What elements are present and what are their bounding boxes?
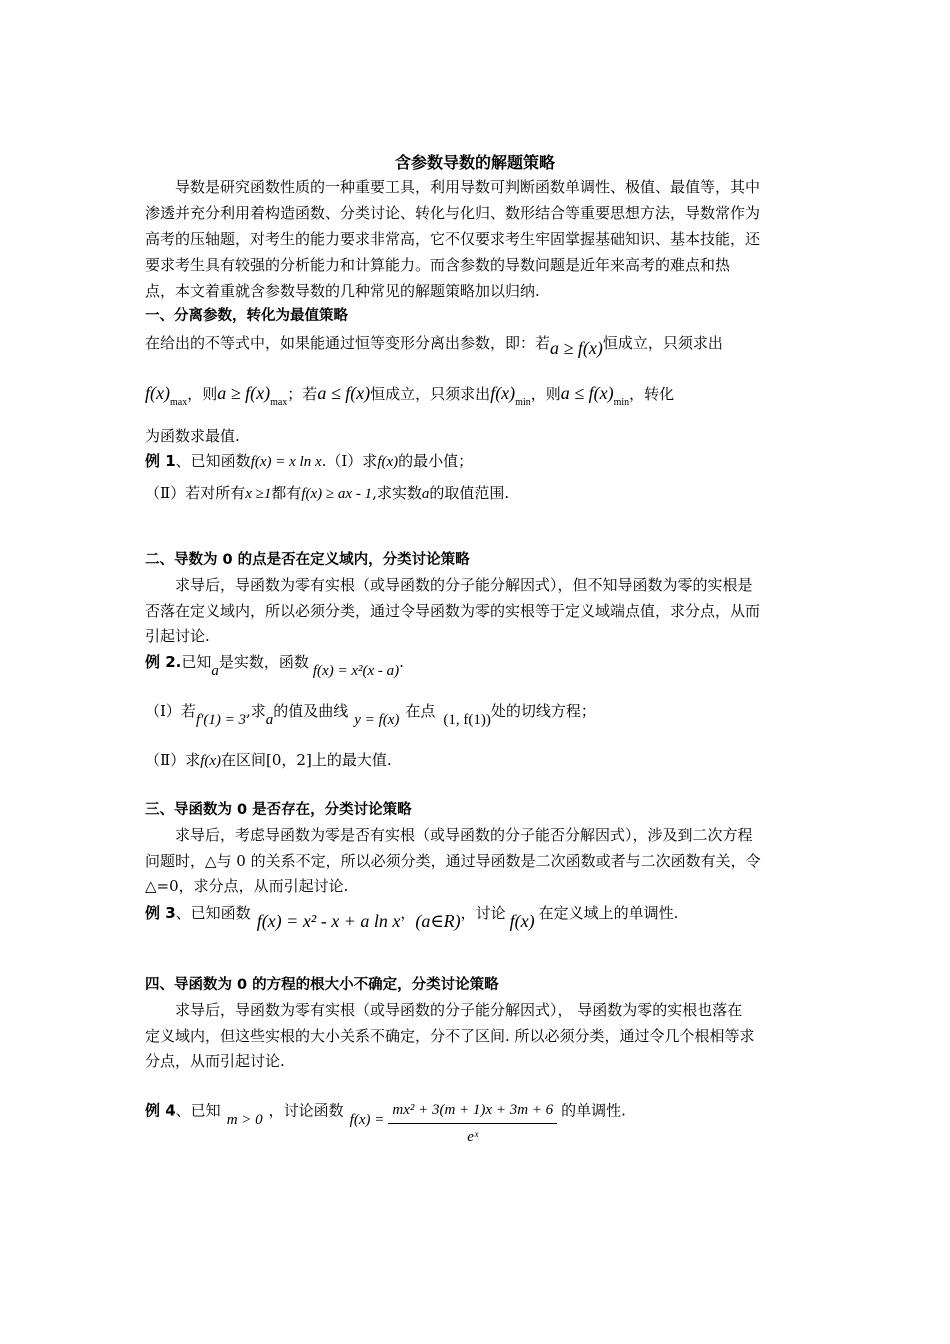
section-3-para-3: △=0，求分点，从而引起讨论. [145,877,349,895]
example-3-line-1: 例 3、已知函数 f(x) = x² - x + a ln x，(a∈R)，讨论 f(x) 在定义域上的单调性. [145,904,679,931]
document-title: 含参数导数的解题策略 [394,153,555,172]
section-3-para-2: 问题时，△与 0 的关系不定，所以必须分类，通过导函数是二次函数或者与二次函数有关，令 [145,852,761,870]
section-4-heading: 四、导函数为 0 的方程的根大小不确定，分类讨论策略 [145,977,499,993]
intro-line-4: 要求考生具有较强的分析能力和计算能力。而含参数的导数问题是近年来高考的难点和热 [145,256,731,274]
section-3-para-1: 求导后，考虑导函数为零是否有实根（或导函数的分子能否分解因式），涉及到二次方程 [175,826,753,844]
example-2-line-3: （Ⅱ）求f(x)在区间[0，2]上的最大值. [145,751,392,769]
example-label: 例 2. [145,653,182,671]
intro-line-3: 高考的压轴题，对考生的能力要求非常高，它不仅要求考生牢固掌握基础知识、基本技能，还 [145,230,761,248]
section-1-heading: 一、分离参数，转化为最值策略 [145,308,348,324]
intro-line-5: 点，本文着重就含参数导数的几种常见的解题策略加以归纳. [145,282,540,300]
section-1-para-3: 为函数求最值. [145,427,240,445]
section-2-para-2: 否落在定义域内，所以必须分类，通过令导函数为零的实根等于定义域端点值，求分点，从而 [145,602,761,620]
example-4-line-1: 例 4、已知 m > 0 ，讨论函数 f(x) = $\frac{\text{mx² + 3(m + 1)x + 3m + 6}}{\text{eˣ}}$ 的单调性. [145,1087,813,1136]
example-label: 例 1 [145,452,176,470]
example-label: 例 4 [145,1101,176,1120]
example-2-line-2: （Ⅰ）若f′(1) = 3,求a的值及曲线 y = f(x) 在点 (1, f(1))处的切线方程； [145,702,596,728]
section-1-para-2: $f(x)_{max}$，则$a \ge f(x)_{max}$；若a ≤ f(x)恒成立，只须求出$f(x)_{min}$，则$a \le f(x)_{min}$，转化 [145,383,675,408]
section-2-para-1: 求导后，导函数为零有实根（或导函数的分子能分解因式），但不知导函数为零的实根是 [175,576,753,594]
example-1-line-1: 例 1、已知函数f(x) = x ln x.（Ⅰ）求f(x)的最小值； [145,452,474,470]
section-2-para-3: 引起讨论. [145,627,210,645]
example-2-line-1: 例 2.已知a是实数，函数 f(x) = x²(x - a). [145,653,404,679]
intro-line-1: 导数是研究函数性质的一种重要工具，利用导数可判断函数单调性、极值、最值等，其中 [175,178,761,196]
section-4-para-3: 分点，从而引起讨论. [145,1052,285,1070]
section-4-para-1: 求导后，导函数为零有实根（或导函数的分子能分解因式）， 导函数为零的实根也落在 [175,1001,743,1019]
section-3-heading: 三、导函数为 0 是否存在，分类讨论策略 [145,802,412,818]
section-2-heading: 二、导数为 0 的点是否在定义域内，分类讨论策略 [145,552,470,568]
example-1-line-2: （Ⅱ）若对所有x ≥1都有f(x) ≥ ax - 1,求实数a的取值范围. [145,484,510,502]
section-4-para-2: 定义域内，但这些实根的大小关系不确定，分不了区间. 所以必须分类，通过令几个根相等求 [145,1027,755,1045]
example-label: 例 3 [145,904,176,922]
section-1-para-1: 在给出的不等式中，如果能通过恒等变形分离出参数，即：若a ≥ f(x)恒成立，只须求出 [145,334,723,358]
math-inline: a ≥ f(x) [550,338,603,358]
intro-line-2: 渗透并充分利用着构造函数、分类讨论、转化与化归、数形结合等重要思想方法，导数常作为 [145,204,761,222]
fraction: $\frac{\text{mx² + 3(m + 1)x + 3m + 6}}{\text{eˣ}}$ [388,1099,557,1148]
